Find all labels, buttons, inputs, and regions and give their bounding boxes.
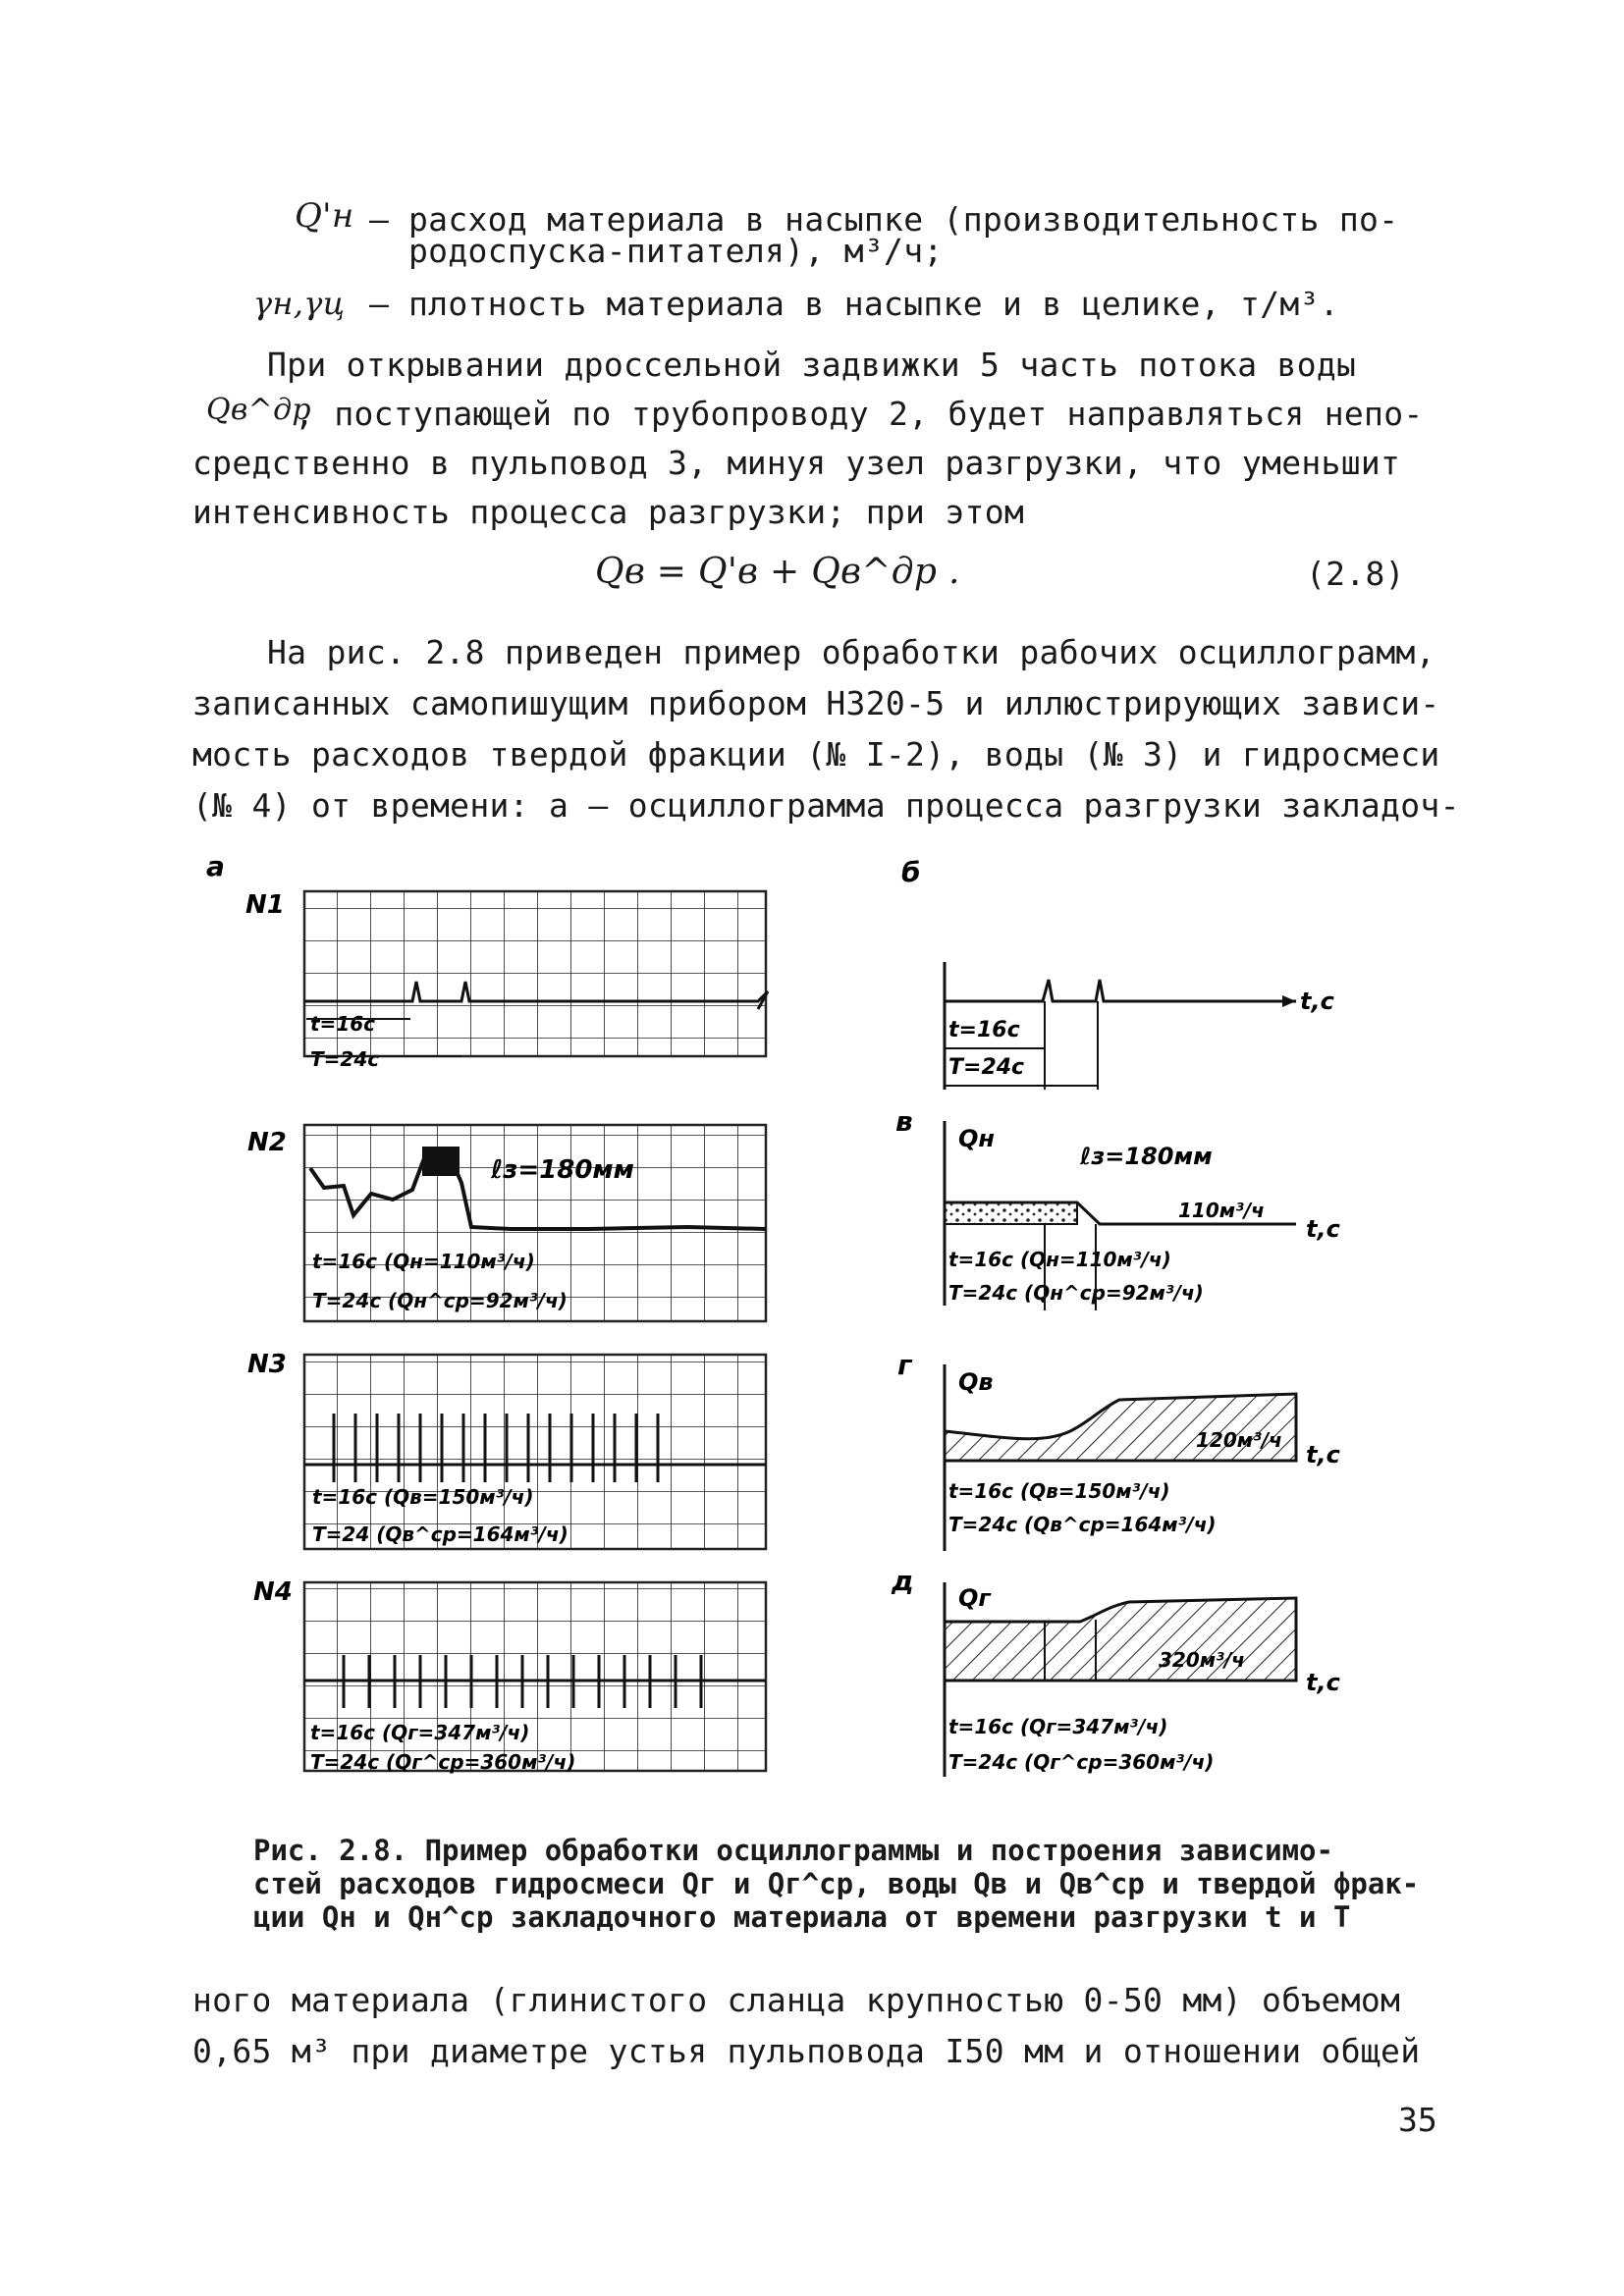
para2-line3: мость расходов твердой фракции (№ I-2), воды (№ 3) и гидросмеси xyxy=(192,735,1440,774)
v-l: ℓз=180мм xyxy=(1080,1143,1213,1170)
oscillogram-n1 xyxy=(304,891,768,1071)
caption-line2: стей расходов гидросмеси Qг и Qг^ср, воды Qв и Qв^ср и твердой фрак- xyxy=(253,1867,1420,1900)
def-text-1: расход материала в насыпке (производительность по- xyxy=(408,200,1399,239)
def-symbol-gamma: γн,γц xyxy=(253,285,346,322)
g-val: 120м³/ч xyxy=(1196,1428,1282,1452)
d-axis: t,c xyxy=(1306,1669,1340,1696)
page-number: 35 xyxy=(1398,2101,1437,2139)
d-val: 320м³/ч xyxy=(1159,1648,1245,1672)
def-dash-1: – xyxy=(369,200,390,239)
chart-g xyxy=(945,1364,1340,1551)
chart-b xyxy=(945,962,1334,1090)
figure-2-8 xyxy=(0,844,1624,1826)
v-T: T=24c (Qн^ср=92м³/ч) xyxy=(948,1281,1204,1305)
d-T: T=24c (Qг^ср=360м³/ч) xyxy=(948,1750,1215,1774)
v-t: t=16c (Qн=110м³/ч) xyxy=(948,1248,1171,1271)
n2-t: t=16c (Qн=110м³/ч) xyxy=(312,1250,535,1273)
n2-label: N2 xyxy=(247,1128,287,1157)
panel-g-label: г xyxy=(897,1349,912,1381)
panel-b-label: б xyxy=(901,856,921,888)
chart-v xyxy=(945,1121,1340,1310)
panel-v-label: в xyxy=(895,1105,913,1138)
v-val: 110м³/ч xyxy=(1178,1199,1265,1222)
oscillogram-n4 xyxy=(304,1582,766,1774)
para1-line4: интенсивность процесса разгрузки; при этом xyxy=(192,493,1025,531)
d-t: t=16c (Qг=347м³/ч) xyxy=(948,1715,1168,1738)
chart-d xyxy=(945,1582,1340,1777)
para2-line1: На рис. 2.8 приведен пример обработки рабочих осциллограмм, xyxy=(267,633,1435,671)
def-text-2: плотность материала в насыпке и в целике, т/м³. xyxy=(408,285,1339,323)
para3-line1: ного материала (глинистого сланца крупностью 0-50 мм) объемом xyxy=(192,1981,1401,2019)
n4-t: t=16c (Qг=347м³/ч) xyxy=(310,1721,530,1744)
para1-line3: средственно в пульповод 3, минуя узел разгрузки, что уменьшит xyxy=(192,444,1401,482)
b-T: T=24c xyxy=(948,1055,1025,1080)
n3-t: t=16c (Qв=150м³/ч) xyxy=(312,1485,534,1509)
n2-T: T=24c (Qн^ср=92м³/ч) xyxy=(312,1289,568,1312)
n1-t: t=16c xyxy=(310,1012,376,1036)
equation-2-8: Qв = Q'в + Qв^др . xyxy=(595,552,960,592)
b-axis: t,c xyxy=(1300,988,1334,1015)
caption-line1: Рис. 2.8. Пример обработки осциллограммы и построения зависимо- xyxy=(253,1834,1333,1867)
n2-l: ℓз=180мм xyxy=(491,1155,634,1185)
def-symbol-qn: Q'н xyxy=(295,196,354,236)
g-t: t=16c (Qв=150м³/ч) xyxy=(948,1479,1170,1503)
g-q: Qв xyxy=(958,1368,994,1396)
equation-number: (2.8) xyxy=(1306,555,1405,593)
n1-label: N1 xyxy=(245,890,285,920)
d-q: Qг xyxy=(958,1584,991,1612)
oscillogram-n3 xyxy=(304,1355,766,1549)
n3-label: N3 xyxy=(247,1350,287,1379)
n4-T: T=24c (Qг^ср=360м³/ч) xyxy=(310,1750,576,1774)
def-text-1b: родоспуска-питателя), м³/ч; xyxy=(408,232,944,270)
v-axis: t,c xyxy=(1306,1215,1340,1243)
panel-a-label: а xyxy=(206,850,225,882)
caption-line3: ции Qн и Qн^ср закладочного материала от времени разгрузки t и T xyxy=(253,1900,1351,1934)
def-dash-2: – xyxy=(369,285,390,323)
para2-line4: (№ 4) от времени: а – осциллограмма процесса разгрузки закладоч- xyxy=(192,786,1460,825)
panel-d-label: д xyxy=(892,1565,914,1597)
g-T: T=24c (Qв^ср=164м³/ч) xyxy=(948,1513,1217,1536)
b-t: t=16c xyxy=(948,1018,1020,1042)
para1-line2: , поступающей по трубопроводу 2, будет направляться непо- xyxy=(295,395,1424,433)
oscillogram-n2 xyxy=(304,1125,766,1321)
n4-label: N4 xyxy=(253,1577,293,1607)
v-q: Qн xyxy=(958,1125,995,1152)
n1-T: T=24c xyxy=(310,1047,380,1071)
para2-line2: записанных самопишущим прибором Н320-5 и иллюстрирующих зависи- xyxy=(192,684,1440,722)
para1-symbol: Qв^др xyxy=(206,393,311,427)
n3-T: T=24 (Qв^ср=164м³/ч) xyxy=(312,1522,568,1546)
para1-line1: При открывании дроссельной задвижки 5 часть потока воды xyxy=(267,346,1357,384)
para3-line2: 0,65 м³ при диаметре устья пульповода I50 мм и отношении общей xyxy=(192,2032,1421,2070)
g-axis: t,c xyxy=(1306,1441,1340,1468)
